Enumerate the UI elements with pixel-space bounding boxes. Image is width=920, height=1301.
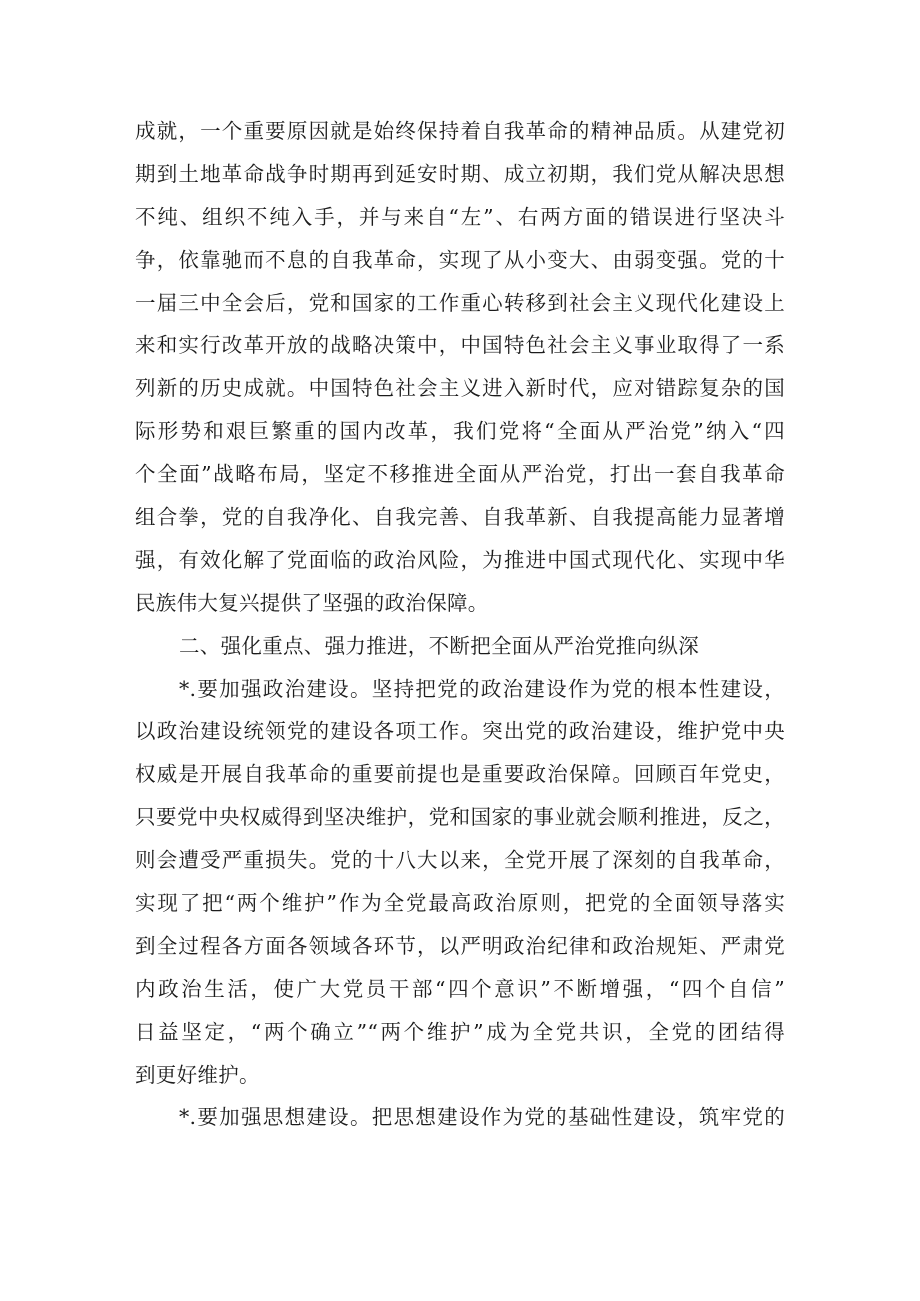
paragraph-1-line: 强，有效化解了党面临的政治风险，为推进中国式现代化、实现中华 <box>135 547 785 572</box>
paragraph-1-line: 列新的历史成就。中国特色社会主义进入新时代，应对错踪复杂的国 <box>135 376 785 401</box>
paragraph-1-line: 争，依靠驰而不息的自我革命，实现了从小变大、由弱变强。党的十 <box>135 247 785 272</box>
section-heading: 二、强化重点、强力推进，不断把全面从严治党推向纵深 <box>179 633 699 658</box>
paragraph-3-line: *.要加强思想建设。把思想建设作为党的基础性建设，筑牢党的 <box>179 1105 785 1130</box>
paragraph-2-line: 实现了把“两个维护”作为全党最高政治原则，把党的全面领导落实 <box>135 891 785 916</box>
paragraph-1-line: 际形势和艰巨繁重的国内改革，我们党将“全面从严治党”纳入“四 <box>135 419 785 444</box>
paragraph-1-line: 民族伟大复兴提供了坚强的政治保障。 <box>135 590 489 615</box>
paragraph-1-line: 一届三中全会后，党和国家的工作重心转移到社会主义现代化建设上 <box>135 290 785 315</box>
paragraph-2-line: 到更好维护。 <box>135 1062 260 1087</box>
paragraph-2-line: 到全过程各方面各领域各环节，以严明政治纪律和政治规矩、严肃党 <box>135 933 785 958</box>
paragraph-1 <box>135 110 785 625</box>
paragraph-1-line: 期到土地革命战争时期再到延安时期、成立初期，我们党从解决思想 <box>135 161 785 186</box>
paragraph-1-line: 成就，一个重要原因就是始终保持着自我革命的精神品质。从建党初 <box>135 119 785 143</box>
paragraph-2 <box>135 668 785 1097</box>
paragraph-2-line: 内政治生活，使广大党员干部“四个意识”不断增强，“四个自信” <box>135 976 785 1001</box>
paragraph-2-line: 日益坚定，“两个确立”“两个维护”成为全党共识，全党的团结得 <box>135 1019 785 1044</box>
paragraph-3 <box>135 1096 785 1139</box>
paragraph-1-line: 不纯、组织不纯入手，并与来自“左”、右两方面的错误进行坚决斗 <box>135 204 785 229</box>
paragraph-2-line: 以政治建设统领党的建设各项工作。突出党的政治建设，维护党中央 <box>135 719 785 744</box>
paragraph-2-line: 权威是开展自我革命的重要前提也是重要政治保障。回顾百年党史， <box>135 762 785 787</box>
document-body <box>135 110 785 1139</box>
paragraph-2-line: *.要加强政治建设。坚持把党的政治建设作为党的根本性建设， <box>179 676 785 701</box>
paragraph-1-line: 个全面”战略布局，坚定不移推进全面从严治党，打出一套自我革命 <box>135 462 785 487</box>
paragraph-2-line: 只要党中央权威得到坚决维护，党和国家的事业就会顺利推进，反之， <box>135 805 785 830</box>
paragraph-2-line: 则会遭受严重损失。党的十八大以来，全党开展了深刻的自我革命， <box>135 848 785 873</box>
paragraph-1-line: 组合拳，党的自我净化、自我完善、自我革新、自我提高能力显著增 <box>135 505 785 530</box>
paragraph-1-line: 来和实行改革开放的战略决策中，中国特色社会主义事业取得了一系 <box>135 333 785 358</box>
